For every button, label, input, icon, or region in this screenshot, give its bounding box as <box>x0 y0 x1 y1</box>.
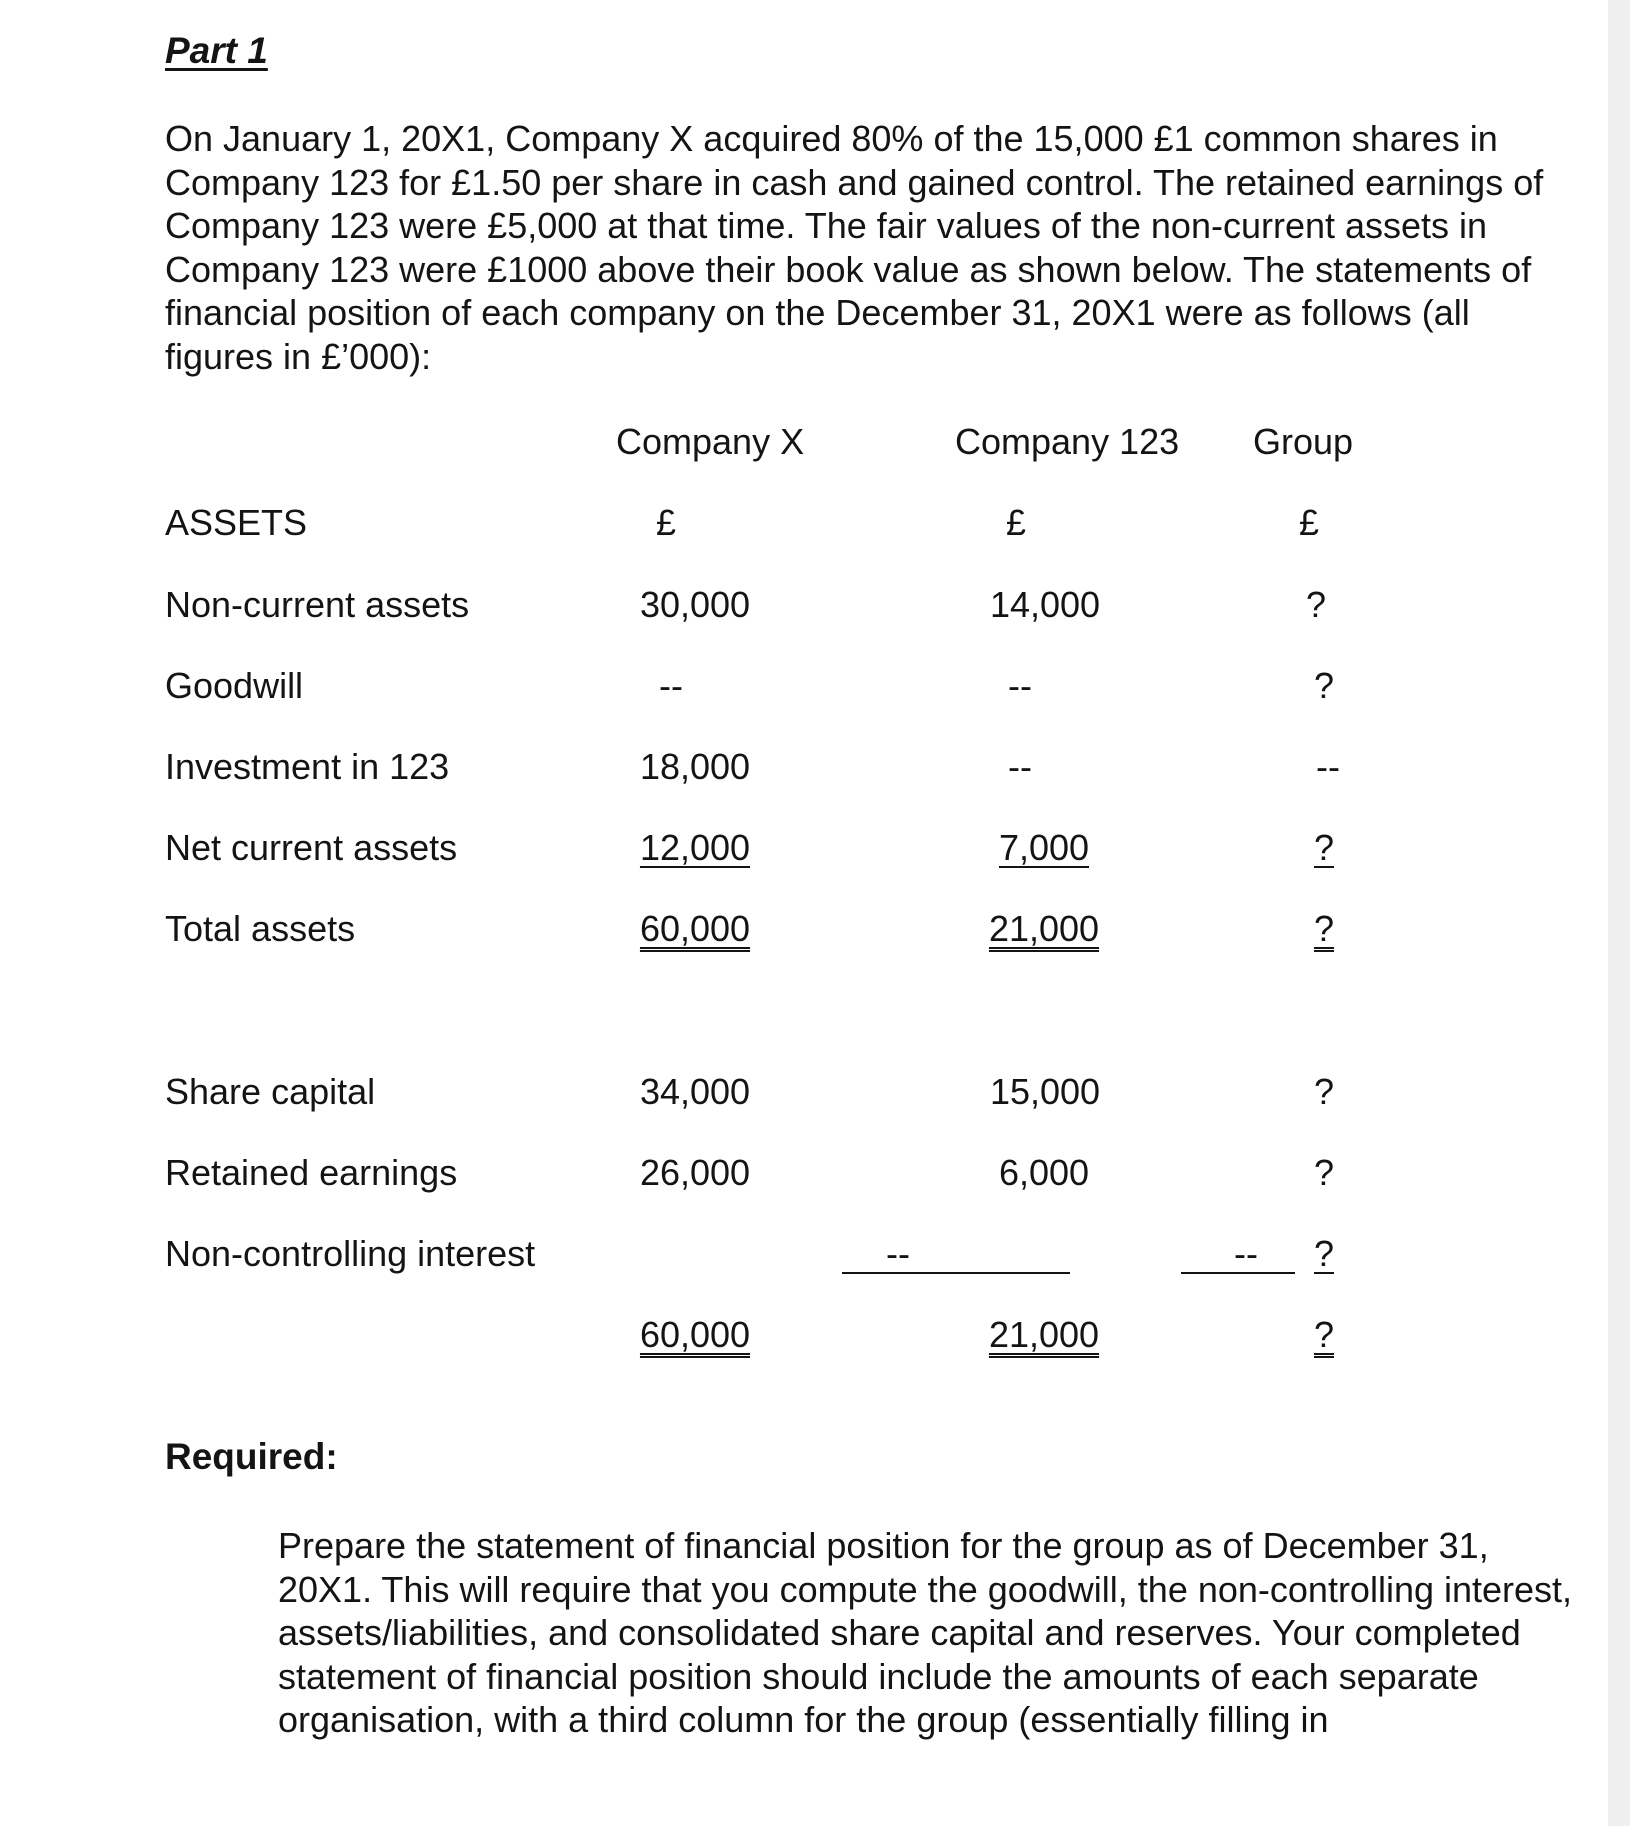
cell-group: ? <box>1313 665 1335 706</box>
row-label-total-assets: Total assets <box>165 908 356 949</box>
cell-company-123: 14,000 <box>989 584 1101 625</box>
cell-group: ? <box>1313 1152 1335 1193</box>
row-label-net-current-assets: Net current assets <box>165 827 458 868</box>
cell-group: ? <box>1313 1071 1335 1112</box>
section-label-assets: ASSETS <box>165 502 308 543</box>
row-label-investment-in-123: Investment in 123 <box>165 746 450 787</box>
divider-line <box>842 1272 1070 1274</box>
cell-group: ? <box>1313 827 1335 868</box>
required-heading: Required: <box>165 1436 338 1477</box>
cell-company-x: 30,000 <box>639 584 751 625</box>
cell-company-x: 60,000 <box>639 1314 751 1355</box>
page-edge-shade <box>1608 0 1630 1826</box>
cell-company-x: -- <box>659 665 683 706</box>
cell-company-123: -- <box>1008 665 1032 706</box>
cell-company-123: 21,000 <box>988 1314 1100 1355</box>
intro-paragraph: On January 1, 20X1, Company X acquired 80% of the 15,000 £1 common shares in Company 123 for £1.50 per share in cash and gained control. The retained earnings of Company 123 were £5,000 at that time. The fair values of the non-current assets in Company 123 were £1000 above their book value as shown below. The statements of financial position of each company on the December 31, 20X1 were as follows (all figures in £’000): <box>165 118 1544 377</box>
currency-company-x: £ <box>655 502 677 543</box>
cell-company-x: 12,000 <box>639 827 751 868</box>
row-label-goodwill: Goodwill <box>165 665 304 706</box>
cell-group: ? <box>1313 1314 1335 1355</box>
cell-company-123: -- <box>1008 746 1032 787</box>
required-paragraph: Prepare the statement of financial position for the group as of December 31, 20X1. This will require that you compute the goodwill, the non-controlling interest, assets/liabilities, and consolidated share capital and reserves. Your completed statement of financial position should include the amounts of each separate organisation, with a third column for the group (essentially filling in <box>278 1525 1573 1740</box>
cell-company-x: 18,000 <box>639 746 751 787</box>
cell-company-123: 15,000 <box>989 1071 1101 1112</box>
currency-company-123: £ <box>1005 502 1027 543</box>
cell-company-x: 34,000 <box>639 1071 751 1112</box>
header-company-x: Company X <box>616 421 805 462</box>
currency-group: £ <box>1298 502 1320 543</box>
cell-company-123: 6,000 <box>998 1152 1090 1193</box>
cell-group: ? <box>1313 908 1335 949</box>
row-label-share-capital: Share capital <box>165 1071 376 1112</box>
row-label-retained-earnings: Retained earnings <box>165 1152 458 1193</box>
row-label-non-current-assets: Non-current assets <box>165 584 470 625</box>
cell-company-x: 60,000 <box>639 908 751 949</box>
part-title: Part 1 <box>165 30 268 71</box>
cell-company-123: -- <box>1234 1233 1258 1274</box>
cell-group: ? <box>1305 584 1327 625</box>
cell-company-123: 7,000 <box>998 827 1090 868</box>
cell-group: ? <box>1313 1233 1335 1274</box>
row-label-non-controlling-interest: Non-controlling interest <box>165 1233 536 1274</box>
header-group: Group <box>1253 421 1354 462</box>
cell-company-x: -- <box>886 1233 910 1274</box>
cell-group: -- <box>1316 746 1340 787</box>
cell-company-123: 21,000 <box>988 908 1100 949</box>
cell-company-x: 26,000 <box>639 1152 751 1193</box>
header-company-123: Company 123 <box>955 421 1180 462</box>
